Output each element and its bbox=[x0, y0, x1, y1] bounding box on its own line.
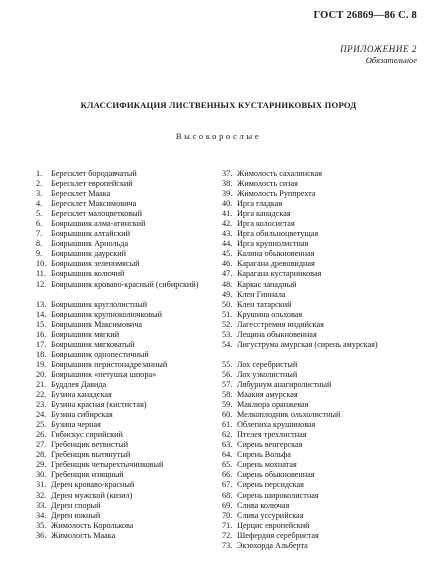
list-item bbox=[36, 531, 226, 541]
item-text: Жимолость Руппрехта bbox=[237, 189, 316, 199]
list-item bbox=[222, 410, 422, 420]
item-text: Гребенщик четырехтычинковый bbox=[51, 460, 164, 470]
list-item bbox=[222, 460, 422, 470]
list-item bbox=[36, 360, 226, 370]
item-text: Слива колючая bbox=[237, 500, 290, 510]
item-text: Бересклет Максимовича bbox=[51, 199, 137, 209]
item-text: Боярышник алма-атинский bbox=[51, 219, 146, 229]
list-item bbox=[222, 390, 422, 400]
item-number: 29. bbox=[36, 460, 47, 470]
list-item bbox=[36, 219, 226, 229]
list-item bbox=[36, 480, 226, 490]
list-item bbox=[36, 179, 226, 189]
item-number: 39. bbox=[222, 189, 233, 199]
item-number: 28. bbox=[36, 450, 47, 460]
list-item bbox=[222, 310, 422, 320]
list-item bbox=[36, 300, 226, 310]
list-item bbox=[222, 330, 422, 340]
item-number: 14. bbox=[36, 309, 47, 319]
item-text: Боярышник колючий bbox=[51, 269, 125, 279]
item-number: 2. bbox=[36, 179, 43, 189]
item-number: 22. bbox=[36, 390, 47, 400]
document-title: КЛАССИФИКАЦИЯ ЛИСТВЕННЫХ КУСТАРНИКОВЫХ ПОРОД bbox=[80, 100, 357, 110]
item-text: Птелея трехлистная bbox=[237, 430, 307, 440]
item-number: 24. bbox=[36, 410, 47, 420]
list-item bbox=[222, 209, 422, 219]
item-number: 13. bbox=[36, 299, 47, 309]
item-text: Лябурнум анагиролистный bbox=[237, 379, 332, 389]
item-text: Боярышник мягковатый bbox=[51, 339, 135, 349]
item-text: Калина обыкновенная bbox=[237, 249, 315, 259]
list-item bbox=[222, 430, 422, 440]
list-item bbox=[222, 541, 422, 551]
left-column-list bbox=[36, 169, 226, 541]
item-text: Карагана кустарниковая bbox=[237, 269, 322, 279]
list-item bbox=[222, 491, 422, 501]
item-number: 32. bbox=[36, 490, 47, 500]
item-number: 23. bbox=[36, 400, 47, 410]
item-text: Лох узколистный bbox=[237, 369, 298, 379]
list-item bbox=[36, 460, 226, 470]
right-column-list bbox=[222, 169, 422, 551]
item-text: Гибискус сирийский bbox=[51, 430, 123, 440]
item-text: Дерен мужской (кизил) bbox=[51, 490, 133, 500]
list-item bbox=[36, 280, 226, 300]
item-number: 25. bbox=[36, 420, 47, 430]
list-item bbox=[222, 470, 422, 480]
item-text: Жимолость сизая bbox=[237, 179, 298, 189]
item-text: Бузина черная bbox=[51, 420, 101, 430]
item-number: 59. bbox=[222, 400, 233, 410]
item-text: Облепиха крушиновая bbox=[237, 420, 316, 430]
list-item bbox=[36, 239, 226, 249]
item-text: Лещина обыкновенная bbox=[237, 329, 317, 339]
list-item bbox=[36, 189, 226, 199]
item-text: Сирень обыкновенная bbox=[237, 470, 315, 480]
list-item bbox=[36, 440, 226, 450]
item-number: 63. bbox=[222, 440, 233, 450]
item-text: Ирга обильноцветущая bbox=[237, 229, 319, 239]
item-text: Боярышник даурский bbox=[51, 249, 127, 259]
item-number: 68. bbox=[222, 490, 233, 500]
list-item bbox=[36, 340, 226, 350]
item-number: 52. bbox=[222, 319, 233, 329]
item-number: 55. bbox=[222, 359, 233, 369]
list-item bbox=[222, 360, 422, 370]
item-number: 57. bbox=[222, 379, 233, 389]
item-text: Боярышник Арнольда bbox=[51, 239, 129, 249]
list-item bbox=[36, 400, 226, 410]
list-item bbox=[222, 269, 422, 279]
item-number: 3. bbox=[36, 189, 43, 199]
item-text: Жимолость сахалинская bbox=[237, 169, 323, 178]
item-number: 40. bbox=[222, 199, 233, 209]
list-item bbox=[36, 269, 226, 279]
list-item bbox=[222, 400, 422, 410]
list-item bbox=[36, 410, 226, 420]
item-number: 71. bbox=[222, 520, 233, 530]
list-item bbox=[36, 430, 226, 440]
list-item bbox=[36, 380, 226, 390]
item-text: Лагесстремия индийская bbox=[237, 319, 324, 329]
item-number: 12. bbox=[36, 279, 47, 289]
list-item bbox=[36, 470, 226, 480]
item-text: Маклюра оранжевая bbox=[237, 400, 309, 410]
list-item bbox=[36, 511, 226, 521]
item-number: 61. bbox=[222, 420, 233, 430]
item-text: Дерен южный bbox=[51, 510, 101, 520]
list-item bbox=[36, 450, 226, 460]
list-item bbox=[36, 199, 226, 209]
item-number: 51. bbox=[222, 309, 233, 319]
item-text: Боярышник Максимовича bbox=[51, 319, 143, 329]
list-item bbox=[36, 310, 226, 320]
item-text: Ирга канадская bbox=[237, 209, 291, 219]
list-item bbox=[222, 249, 422, 259]
list-item bbox=[36, 521, 226, 531]
item-number: 70. bbox=[222, 510, 233, 520]
item-number: 58. bbox=[222, 390, 233, 400]
list-item bbox=[36, 370, 226, 380]
item-text: Боярышник крупноколючковый bbox=[51, 309, 162, 319]
list-item bbox=[222, 169, 422, 179]
item-number: 27. bbox=[36, 440, 47, 450]
item-number: 19. bbox=[36, 359, 47, 369]
item-text: Боярышник зеленомясый bbox=[51, 259, 140, 269]
item-text: Боярышник кроваво-красный (сибирский) bbox=[51, 279, 199, 289]
item-text: Церцис европейский bbox=[237, 520, 310, 530]
item-text: Сирень персидская bbox=[237, 480, 304, 490]
list-item bbox=[36, 259, 226, 269]
item-number: 15. bbox=[36, 319, 47, 329]
item-text: Сирень широколистная bbox=[237, 490, 319, 500]
item-number: 17. bbox=[36, 339, 47, 349]
list-item bbox=[222, 450, 422, 460]
list-item bbox=[222, 370, 422, 380]
item-number: 31. bbox=[36, 480, 47, 490]
item-text: Ирга крупнолистная bbox=[237, 239, 309, 249]
item-text: Карагана древовидная bbox=[237, 259, 315, 269]
item-number: 33. bbox=[36, 500, 47, 510]
item-text: Ирга гладкая bbox=[237, 199, 283, 209]
item-number: 41. bbox=[222, 209, 233, 219]
list-item bbox=[222, 480, 422, 490]
list-item bbox=[222, 229, 422, 239]
item-text: Бересклет европейский bbox=[51, 179, 133, 189]
list-item bbox=[222, 440, 422, 450]
list-item bbox=[222, 199, 422, 209]
item-text: Боярышник круглолистный bbox=[51, 299, 148, 309]
item-text: Боярышник «петушья шпора» bbox=[51, 369, 157, 379]
item-number: 53. bbox=[222, 329, 233, 339]
list-item bbox=[36, 249, 226, 259]
list-item bbox=[222, 219, 422, 229]
item-number: 8. bbox=[36, 239, 43, 249]
item-text: Маакия амурская bbox=[237, 390, 298, 400]
item-number: 4. bbox=[36, 199, 43, 209]
item-number: 45. bbox=[222, 249, 233, 259]
list-item bbox=[36, 390, 226, 400]
item-number: 42. bbox=[222, 219, 233, 229]
list-item bbox=[36, 209, 226, 219]
item-text: Гребенщик вытянутый bbox=[51, 450, 131, 460]
item-number: 60. bbox=[222, 410, 233, 420]
item-number: 26. bbox=[36, 430, 47, 440]
item-number: 50. bbox=[222, 299, 233, 309]
item-text: Бересклет малоцветковый bbox=[51, 209, 143, 219]
item-text: Боярышник алтайский bbox=[51, 229, 130, 239]
item-number: 34. bbox=[36, 510, 47, 520]
list-item bbox=[36, 420, 226, 430]
list-item bbox=[222, 340, 422, 360]
item-number: 56. bbox=[222, 369, 233, 379]
appendix-block bbox=[340, 44, 417, 66]
item-number: 38. bbox=[222, 179, 233, 189]
list-item bbox=[36, 320, 226, 330]
list-item bbox=[36, 169, 226, 179]
list-item bbox=[222, 320, 422, 330]
item-text: Лигуструма амурская (сирень амурская) bbox=[237, 339, 378, 349]
item-text: Бузина канадская bbox=[51, 390, 112, 400]
list-item bbox=[36, 491, 226, 501]
item-text: Бузина сибирская bbox=[51, 410, 113, 420]
list-item bbox=[222, 511, 422, 521]
list-item bbox=[222, 280, 422, 290]
item-text: Слива уссурийская bbox=[237, 510, 304, 520]
item-text: Жимолость Королькова bbox=[51, 520, 134, 530]
item-text: Бересклет бородавчатый bbox=[51, 169, 137, 178]
item-number: 36. bbox=[36, 530, 47, 540]
item-text: Гребенщик изящный bbox=[51, 470, 124, 480]
item-number: 72. bbox=[222, 530, 233, 540]
list-item bbox=[222, 521, 422, 531]
item-text: Боярышник мягкий bbox=[51, 329, 120, 339]
item-number: 20. bbox=[36, 369, 47, 379]
item-number: 54. bbox=[222, 339, 233, 349]
item-text: Буддлея Давида bbox=[51, 379, 107, 389]
item-number: 62. bbox=[222, 430, 233, 440]
item-number: 44. bbox=[222, 239, 233, 249]
appendix-title: ПРИЛОЖЕНИЕ 2 bbox=[340, 44, 417, 54]
item-text: Мелкоплодник ольхолистный bbox=[237, 410, 341, 420]
item-number: 49. bbox=[222, 289, 233, 299]
list-item bbox=[222, 189, 422, 199]
list-item bbox=[222, 531, 422, 541]
item-number: 9. bbox=[36, 249, 43, 259]
list-item bbox=[36, 501, 226, 511]
item-number: 69. bbox=[222, 500, 233, 510]
list-item bbox=[222, 501, 422, 511]
item-number: 1. bbox=[36, 169, 43, 178]
item-text: Клен Гиннала bbox=[237, 289, 286, 299]
item-number: 65. bbox=[222, 460, 233, 470]
item-number: 10. bbox=[36, 259, 47, 269]
item-text: Ирга колосистая bbox=[237, 219, 295, 229]
item-number: 43. bbox=[222, 229, 233, 239]
appendix-subtitle: Обязательное bbox=[365, 55, 417, 65]
item-number: 6. bbox=[36, 219, 43, 229]
item-text: Клен татарский bbox=[237, 299, 292, 309]
item-number: 66. bbox=[222, 470, 233, 480]
section-heading: Высокорослые bbox=[175, 131, 262, 141]
item-number: 48. bbox=[222, 279, 233, 289]
list-item bbox=[222, 290, 422, 300]
item-number: 5. bbox=[36, 209, 43, 219]
item-text: Сирень венгерская bbox=[237, 440, 303, 450]
item-text: Жимолость Маака bbox=[51, 530, 116, 540]
item-number: 18. bbox=[36, 349, 47, 359]
item-text: Боярышник однопестичный bbox=[51, 349, 149, 359]
item-text: Гребенщик ветвистый bbox=[51, 440, 129, 450]
item-number: 30. bbox=[36, 470, 47, 480]
item-number: 73. bbox=[222, 540, 233, 550]
item-number: 47. bbox=[222, 269, 233, 279]
list-item bbox=[222, 420, 422, 430]
list-item bbox=[36, 330, 226, 340]
item-number: 16. bbox=[36, 329, 47, 339]
item-text: Бузина красная (кистистая) bbox=[51, 400, 147, 410]
item-number: 21. bbox=[36, 379, 47, 389]
item-text: Сирень мохнатая bbox=[237, 460, 297, 470]
list-item bbox=[222, 259, 422, 269]
item-number: 46. bbox=[222, 259, 233, 269]
item-number: 67. bbox=[222, 480, 233, 490]
page-header: ГОСТ 26869—86 С. 8 bbox=[313, 10, 417, 21]
list-item bbox=[222, 380, 422, 390]
item-text: Каркас западный bbox=[237, 279, 297, 289]
list-item bbox=[36, 350, 226, 360]
item-number: 35. bbox=[36, 520, 47, 530]
item-text: Шефердия серебристая bbox=[237, 530, 319, 540]
item-text: Крушина ольховая bbox=[237, 309, 303, 319]
list-item bbox=[222, 239, 422, 249]
item-text: Дерен кроваво-красный bbox=[51, 480, 135, 490]
item-text: Экзохорда Альберта bbox=[237, 540, 308, 550]
item-text: Сирень Вольфа bbox=[237, 450, 291, 460]
item-number: 37. bbox=[222, 169, 233, 178]
item-text: Лох серебристый bbox=[237, 359, 298, 369]
list-item bbox=[222, 300, 422, 310]
list-item bbox=[36, 229, 226, 239]
item-number: 64. bbox=[222, 450, 233, 460]
item-text: Бересклет Маака bbox=[51, 189, 111, 199]
list-item bbox=[222, 179, 422, 189]
item-text: Дерен спорый bbox=[51, 500, 101, 510]
item-text: Боярышник перистонадрезанный bbox=[51, 359, 168, 369]
item-number: 11. bbox=[36, 269, 46, 279]
item-number: 7. bbox=[36, 229, 43, 239]
